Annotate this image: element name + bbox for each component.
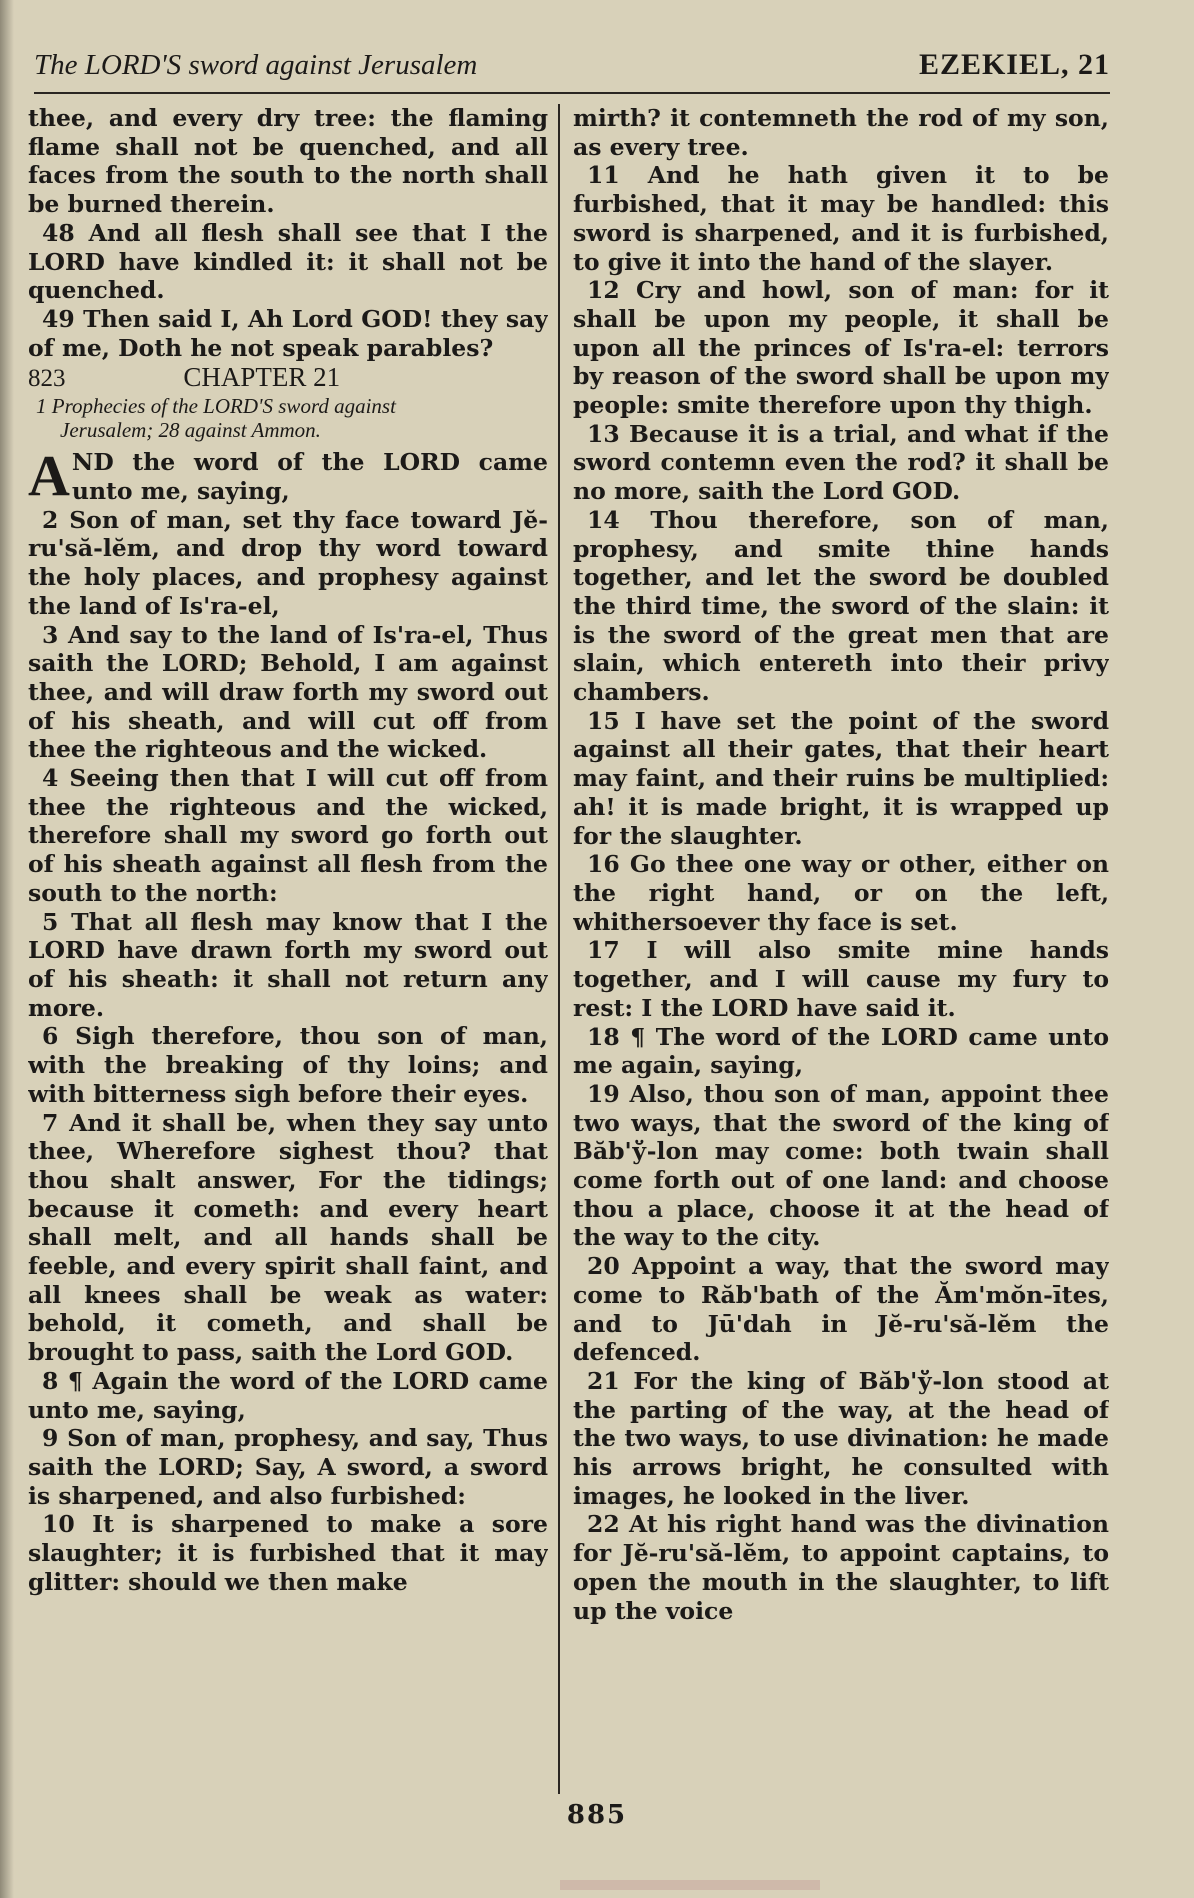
verse-14: 14 Thou therefore, son of man, prophesy, and smite thine hands together, and let the sword be doubled the third time, the sword of the slain: it is the sword of the great men that are slain, which entereth into their privy chambers. <box>573 505 1109 707</box>
verse-continuation: thee, and every dry tree: the flaming flame shall not be quenched, and all faces from the south to the north shall be burned therein. <box>28 104 548 219</box>
page-number: 885 <box>566 1800 628 1830</box>
ink-stain-mark <box>560 1880 820 1890</box>
drop-cap: A <box>28 443 70 509</box>
left-column <box>28 104 548 1794</box>
page-gutter-shadow <box>0 0 14 1898</box>
chapter-summary-line: Jerusalem; 28 against Ammon. <box>60 418 321 443</box>
verse-7: 7 And it shall be, when they say unto thee, Wherefore sighest thou? that thou shalt answer, For the tidings; because it cometh: and every heart shall melt, and all hands shall be feeble, and every spirit shall faint, and all knees shall be weak as water: behold, it cometh, and shall be brought to pass, saith the Lord GOD. <box>28 1108 548 1367</box>
right-column <box>573 104 1109 1794</box>
verse-49: 49 Then said I, Ah Lord GOD! they say of me, Doth he not speak parables? <box>28 304 548 362</box>
verse-16: 16 Go thee one way or other, either on the right hand, or on the left, whithersoever thy face is set. <box>573 850 1109 936</box>
verse-2: 2 Son of man, set thy face toward Jĕ-ru'să-lĕm, and drop thy word toward the holy places, and prophesy against the land of Is'ra-el, <box>28 505 548 620</box>
verse-3: 3 And say to the land of Is'ra-el, Thus saith the LORD; Behold, I am against thee, and will draw forth my sword out of his sheath, and will cut off from thee the righteous and the wicked. <box>28 620 548 764</box>
book-chapter-reference: EZEKIEL, 21 <box>918 48 1110 81</box>
chapter-heading <box>28 362 548 394</box>
verse-12: 12 Cry and howl, son of man: for it shall be upon my people, it shall be upon all the princes of Is'ra-el: terrors by reason of the sword shall be upon my people: smite therefore upon thy thigh. <box>573 276 1109 420</box>
column-divider <box>558 104 560 1794</box>
chapter-title: CHAPTER 21 <box>183 362 341 393</box>
page-header <box>34 48 1110 94</box>
verse-13: 13 Because it is a trial, and what if the sword contemn even the rod? it shall be no more, saith the Lord GOD. <box>573 419 1109 506</box>
chapter-xref-number: 823 <box>28 365 66 393</box>
verse-1 <box>28 443 548 509</box>
verse-11: 11 And he hath given it to be furbished, that it may be handled: this sword is sharpened, and it is furbished, to give it into the hand of the slayer. <box>573 161 1109 276</box>
running-title <box>34 49 477 82</box>
running-title-post: sword against Jerusalem <box>181 49 478 81</box>
verse-21: 21 For the king of Băb'ў-lon stood at the parting of the way, at the head of the two ways, to use divination: he made his arrows bright, he consulted with images, he looked in the liver. <box>573 1366 1109 1510</box>
verse-10: 10 It is sharpened to make a sore slaughter; it is furbished that it may glitter: should we then make <box>28 1510 548 1596</box>
verse-15: 15 I have set the point of the sword against all their gates, that their heart may faint, and their ruins be multiplied: ah! it is made bright, it is wrapped up for the slaughter. <box>573 706 1109 850</box>
verse-9: 9 Son of man, prophesy, and say, Thus saith the LORD; Say, A sword, a sword is sharpened, and also furbished: <box>28 1424 548 1510</box>
chapter-summary-line: 1 Prophecies of the LORD'S sword against <box>36 394 396 419</box>
verse-5: 5 That all flesh may know that I the LORD have drawn forth my sword out of his sheath: it shall not return any more. <box>28 907 548 1022</box>
verse-20: 20 Appoint a way, that the sword may come to Răb'bath of the Ăm'mŏn-ītes, and to Jū'dah in Jĕ-ru'să-lĕm the defenced. <box>573 1252 1109 1367</box>
chapter-summary <box>28 394 548 442</box>
verse-4: 4 Seeing then that I will cut off from thee the righteous and the wicked, therefore shall my sword go forth out of his sheath against all flesh from the south to the north: <box>28 764 548 907</box>
verse-continuation: mirth? it contemneth the rod of my son, as every tree. <box>573 104 1109 161</box>
verse-22: 22 At his right hand was the divination for Jĕ-ru'să-lĕm, to appoint captains, to open the mouth in the slaughter, to lift up the voice <box>573 1510 1109 1625</box>
verse-6: 6 Sigh therefore, thou son of man, with the breaking of thy loins; and with bitterness sigh before their eyes. <box>28 1022 548 1108</box>
running-title-smallcaps: LORD'S <box>84 49 182 81</box>
running-title-pre: The <box>34 49 85 81</box>
verse-48: 48 And all flesh shall see that I the LORD have kindled it: it shall not be quenched. <box>28 218 548 305</box>
verse-8: 8 ¶ Again the word of the LORD came unto me, saying, <box>28 1366 548 1424</box>
verse-17: 17 I will also smite mine hands together, and I will cause my fury to rest: I the LORD have said it. <box>573 936 1109 1022</box>
verse-18: 18 ¶ The word of the LORD came unto me again, saying, <box>573 1022 1109 1080</box>
verse-19: 19 Also, thou son of man, appoint thee two ways, that the sword of the king of Băb'ў-lon may come: both twain shall come forth out of one land: and choose thou a place, choose it at the head of the way to the city. <box>573 1079 1109 1252</box>
verse-1-text: ND the word of the LORD came unto me, saying, <box>71 448 548 506</box>
